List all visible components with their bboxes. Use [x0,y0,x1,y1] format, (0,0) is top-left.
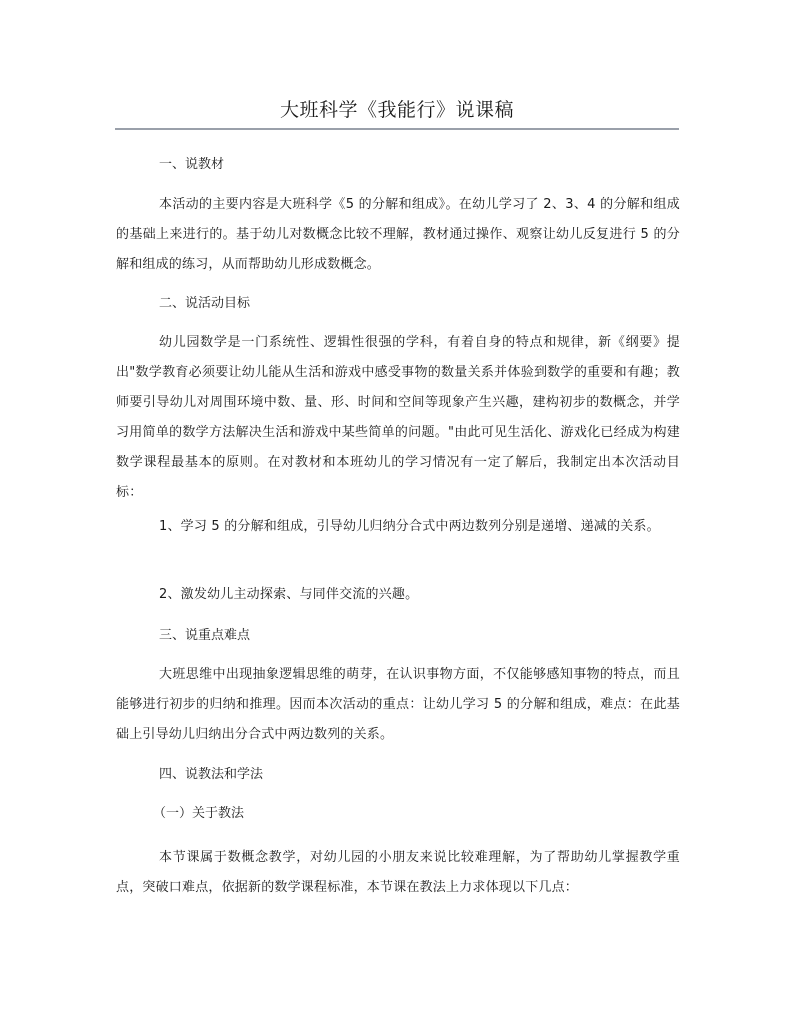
paragraph-teaching-material: 本活动的主要内容是大班科学《5 的分解和组成》。在幼儿学习了 2、3、4 的分解和组成的基础上来进行的。基于幼儿对数概念比较不理解，教材通过操作、观察让幼儿反复进行 5 的分解和组成的练习，从而帮助幼儿形成数概念。 [116,197,680,272]
subsection-heading-teaching-method: （一）关于教法 [153,806,245,821]
title-divider [115,128,679,130]
paragraph-teaching-method: 本节课属于数概念教学，对幼儿园的小朋友来说比较难理解，为了帮助幼儿掌握教学重点，突破口难点，依据新的数学课程标准，本节课在教法上力求体现以下几点： [116,850,680,895]
section-heading-activity-goals: 二、说活动目标 [159,296,251,311]
paragraph-goal-1: 1、学习 5 的分解和组成，引导幼儿归纳分合式中两边数列分别是递增、递减的关系。 [159,519,660,534]
paragraph-activity-goals: 幼儿园数学是一门系统性、逻辑性很强的学科，有着自身的特点和规律，新《纲要》提出"数学教育必须要让幼儿能从生活和游戏中感受事物的数量关系并体验到数学的重要和有趣；教师要引导幼儿对周围环境中数、量、形、时间和空间等现象产生兴趣，建构初步的数概念，并学习用简单的数学方法解决生活和游戏中某些简单的问题。"由此可见生活化、游戏化已经成为构建数学课程最基本的原则。在对教材和本班幼儿的学习情况有一定了解后，我制定出本次活动目标： [116,335,680,500]
section-heading-key-difficult-points: 三、说重点难点 [159,628,251,643]
document-title: 大班科学《我能行》说课稿 [279,99,514,121]
section-heading-teaching-methods: 四、说教法和学法 [159,767,264,782]
paragraph-key-difficult-points: 大班思维中出现抽象逻辑思维的萌芽，在认识事物方面，不仅能够感知事物的特点，而且能够进行初步的归纳和推理。因而本次活动的重点：让幼儿学习 5 的分解和组成，难点：在此基础上引导幼儿归纳出分合式中两边数列的关系。 [116,667,680,742]
paragraph-goal-2: 2、激发幼儿主动探索、与同伴交流的兴趣。 [159,587,419,602]
section-heading-teaching-material: 一、说教材 [159,157,225,172]
